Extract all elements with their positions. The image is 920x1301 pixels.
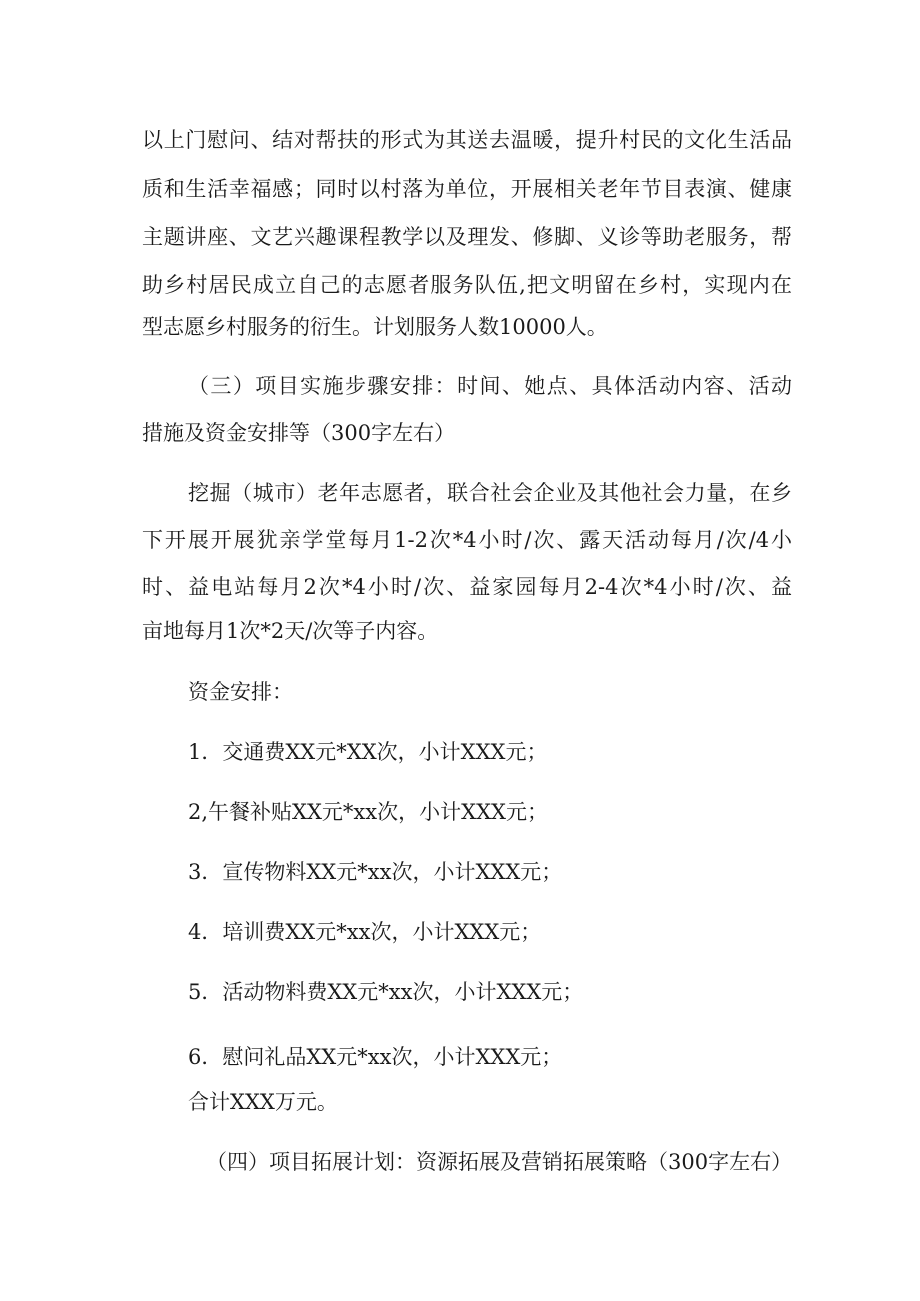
funding-title: 资金安排： [188, 680, 293, 704]
funding-item-3: 3．宣传物料XX元*xx次，小计XXX元； [188, 860, 563, 884]
paragraph-2-line-4: 亩地每月1次*2天/次等子内容。 [142, 619, 439, 643]
section-4-heading: （四）项目拓展计划：资源拓展及营销拓展策略（300字左右） [206, 1150, 793, 1174]
paragraph-2-line-1: 挖掘（城市）老年志愿者，联合社会企业及其他社会力量，在乡 [188, 481, 792, 505]
section-3-heading-line-2: 措施及资金安排等（300字左右） [142, 421, 456, 445]
funding-total: 合计XXX万元。 [188, 1090, 338, 1114]
paragraph-2-line-3: 时、益电站每月2次*4小时/次、益家园每月2-4次*4小时/次、益 [142, 575, 792, 599]
paragraph-1-line-1: 以上门慰问、结对帮扶的形式为其送去温暖，提升村民的文化生活品 [142, 128, 792, 152]
funding-item-1: 1．交通费XX元*XX次，小计XXX元； [188, 740, 548, 764]
section-3-heading-line-1: （三）项目实施步骤安排：时间、她点、具体活动内容、活动 [188, 374, 792, 398]
funding-item-6: 6．慰问礼品XX元*xx次，小计XXX元； [188, 1045, 563, 1069]
paragraph-1-line-2: 质和生活幸福感；同时以村落为单位，开展相关老年节目表演、健康 [142, 177, 792, 201]
paragraph-2-line-2: 下开展开展犹亲学堂每月1-2次*4小时/次、露天活动每月/次/4小 [142, 528, 792, 552]
paragraph-1-line-4: 助乡村居民成立自己的志愿者服务队伍,把文明留在乡村，实现内在 [142, 273, 792, 297]
paragraph-1-line-3: 主题讲座、文艺兴趣课程教学以及理发、修脚、义诊等助老服务，帮 [142, 225, 792, 249]
paragraph-1-line-5: 型志愿乡村服务的衍生。计划服务人数10000人。 [142, 315, 608, 339]
funding-item-5: 5．活动物料费XX元*xx次，小计XXX元； [188, 980, 584, 1004]
funding-item-2: 2,午餐补贴XX元*xx次，小计XXX元； [188, 800, 548, 824]
funding-item-4: 4．培训费XX元*xx次，小计XXX元； [188, 920, 542, 944]
